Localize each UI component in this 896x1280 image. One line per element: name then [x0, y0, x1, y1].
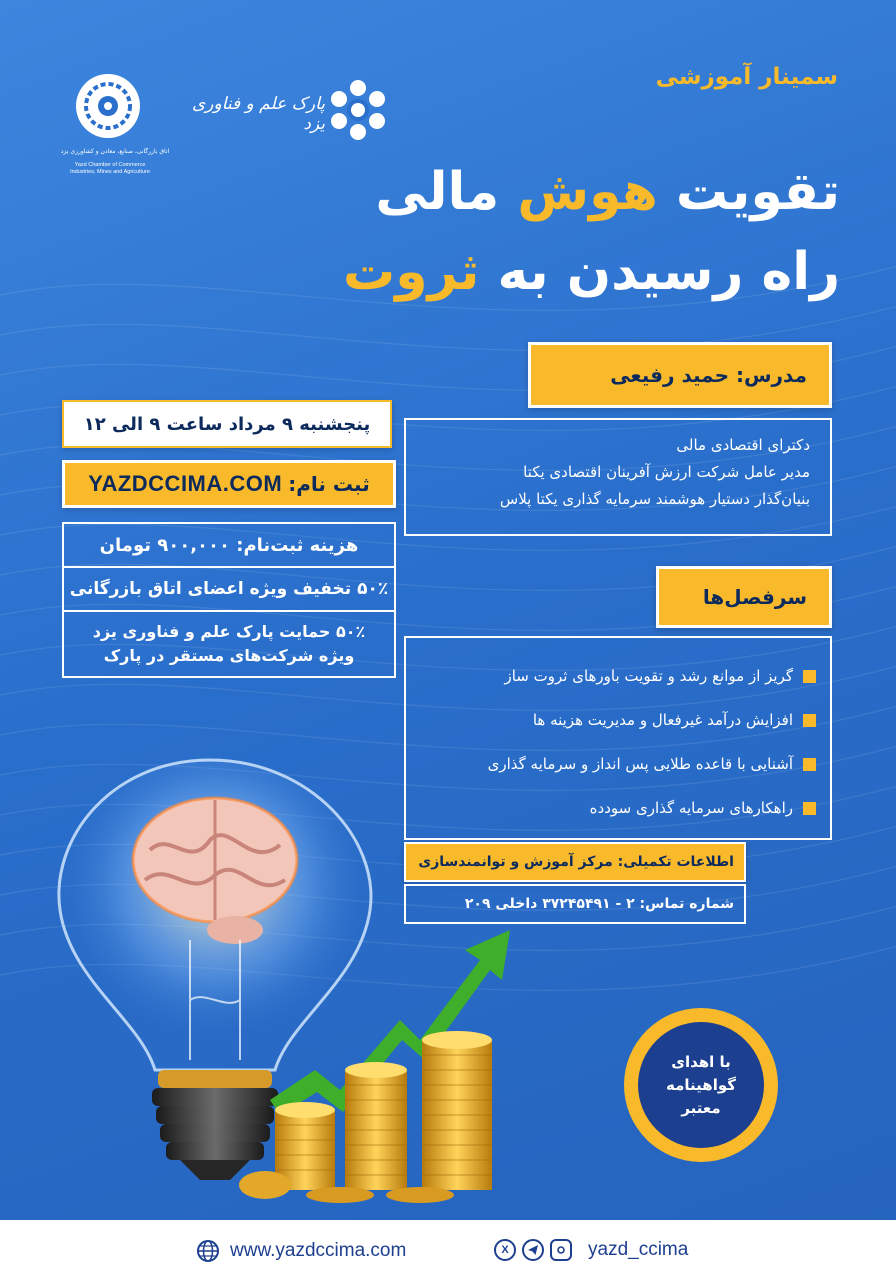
title1-pre: تقویت [657, 162, 840, 222]
bio-line: مدیر عامل شرکت ارزش آفرینان اقتصادی یکتا [523, 463, 810, 481]
contact-phone: شماره تماس: ۲ - ۳۷۲۴۵۴۹۱ داخلی ۲۰۹ [464, 896, 734, 912]
bio-line: دکترای اقتصادی مالی [676, 436, 810, 454]
teacher-box [528, 342, 832, 408]
chamber-text-fa: اتاق بازرگانی، صنایع، معادن و کشاورزی یزد [60, 148, 170, 155]
footer-bar [0, 1220, 896, 1280]
telegram-icon[interactable] [522, 1239, 544, 1261]
park-logo-text: پارک علم و فناوری یزد [191, 94, 325, 134]
register-label: ثبت نام: [288, 472, 370, 496]
bulb-base [158, 1070, 272, 1088]
globe-icon [196, 1239, 220, 1263]
x-icon[interactable]: X [494, 1239, 516, 1261]
discount2-line2: ویژه شرکت‌های مستقر در پارک [103, 646, 355, 665]
topic-text: آشنایی با قاعده طلایی پس انداز و سرمایه گذاری [487, 755, 793, 773]
title1-highlight: هوش [517, 162, 658, 222]
bullet-icon [803, 670, 816, 683]
discount-box-1 [62, 566, 396, 610]
title1-post: مالی [375, 162, 518, 222]
discount1-text: ۵۰٪ تخفیف ویژه اعضای اتاق بازرگانی [69, 579, 389, 599]
discount2-line1: ۵۰٪ حمایت پارک علم و فناوری یزد [92, 622, 366, 641]
certificate-badge-inner [638, 1022, 764, 1148]
list-item [406, 698, 816, 742]
fee-text: هزینه ثبت‌نام: ۹۰۰,۰۰۰ تومان [99, 534, 359, 556]
teacher-label: مدرس: حمید رفیعی [610, 363, 807, 387]
discount-box-2 [62, 610, 396, 678]
bullet-icon [803, 802, 816, 815]
certificate-badge [624, 1008, 778, 1162]
main-title-line2 [343, 242, 840, 302]
title2-pre: راه رسیدن به [479, 242, 840, 302]
park-logo [180, 72, 395, 154]
badge-line2: گواهینامه [666, 1075, 736, 1094]
title2-highlight: ثروت [343, 242, 480, 302]
badge-line1: با اهدای [671, 1052, 731, 1071]
chamber-logo [60, 66, 170, 186]
fee-box [62, 522, 396, 566]
footer-social [494, 1239, 688, 1261]
footer-website[interactable] [196, 1239, 406, 1263]
social-handle[interactable]: yazd_ccima [588, 1239, 689, 1260]
badge-line3: معتبر [681, 1098, 721, 1117]
topic-text: راهکارهای سرمایه گذاری سودده [589, 799, 793, 817]
lightbulb-brain-illustration [40, 740, 600, 1210]
seminar-subtitle: سمینار آموزشی [655, 64, 838, 90]
event-date: پنجشنبه ۹ مرداد ساعت ۹ الی ۱۲ [83, 413, 371, 435]
topics-heading-box [656, 566, 832, 628]
website-link[interactable]: www.yazdccima.com [230, 1240, 407, 1261]
date-box [62, 400, 392, 448]
bio-line: بنیان‌گذار دستیار هوشمند سرمایه گذاری یکتا پلاس [499, 490, 810, 508]
list-item [406, 654, 816, 698]
bullet-icon [803, 758, 816, 771]
bullet-icon [803, 714, 816, 727]
topic-text: گریز از موانع رشد و تقویت باورهای ثروت ساز [504, 667, 793, 685]
teacher-bio [404, 418, 832, 536]
main-title-line1 [375, 162, 840, 222]
topics-heading: سرفصل‌ها [702, 585, 807, 609]
chamber-text-en: Yazd Chamber of Commerce Industries, Mines and Agriculture [70, 162, 150, 175]
topic-text: افزایش درآمد غیرفعال و مدیریت هزینه ها [532, 711, 793, 729]
instagram-icon[interactable] [550, 1239, 572, 1261]
info-heading: اطلاعات تکمیلی: مرکز آموزش و توانمندسازی [418, 854, 734, 870]
register-link[interactable]: YAZDCCIMA.COM [88, 471, 283, 496]
register-box[interactable] [62, 460, 396, 508]
